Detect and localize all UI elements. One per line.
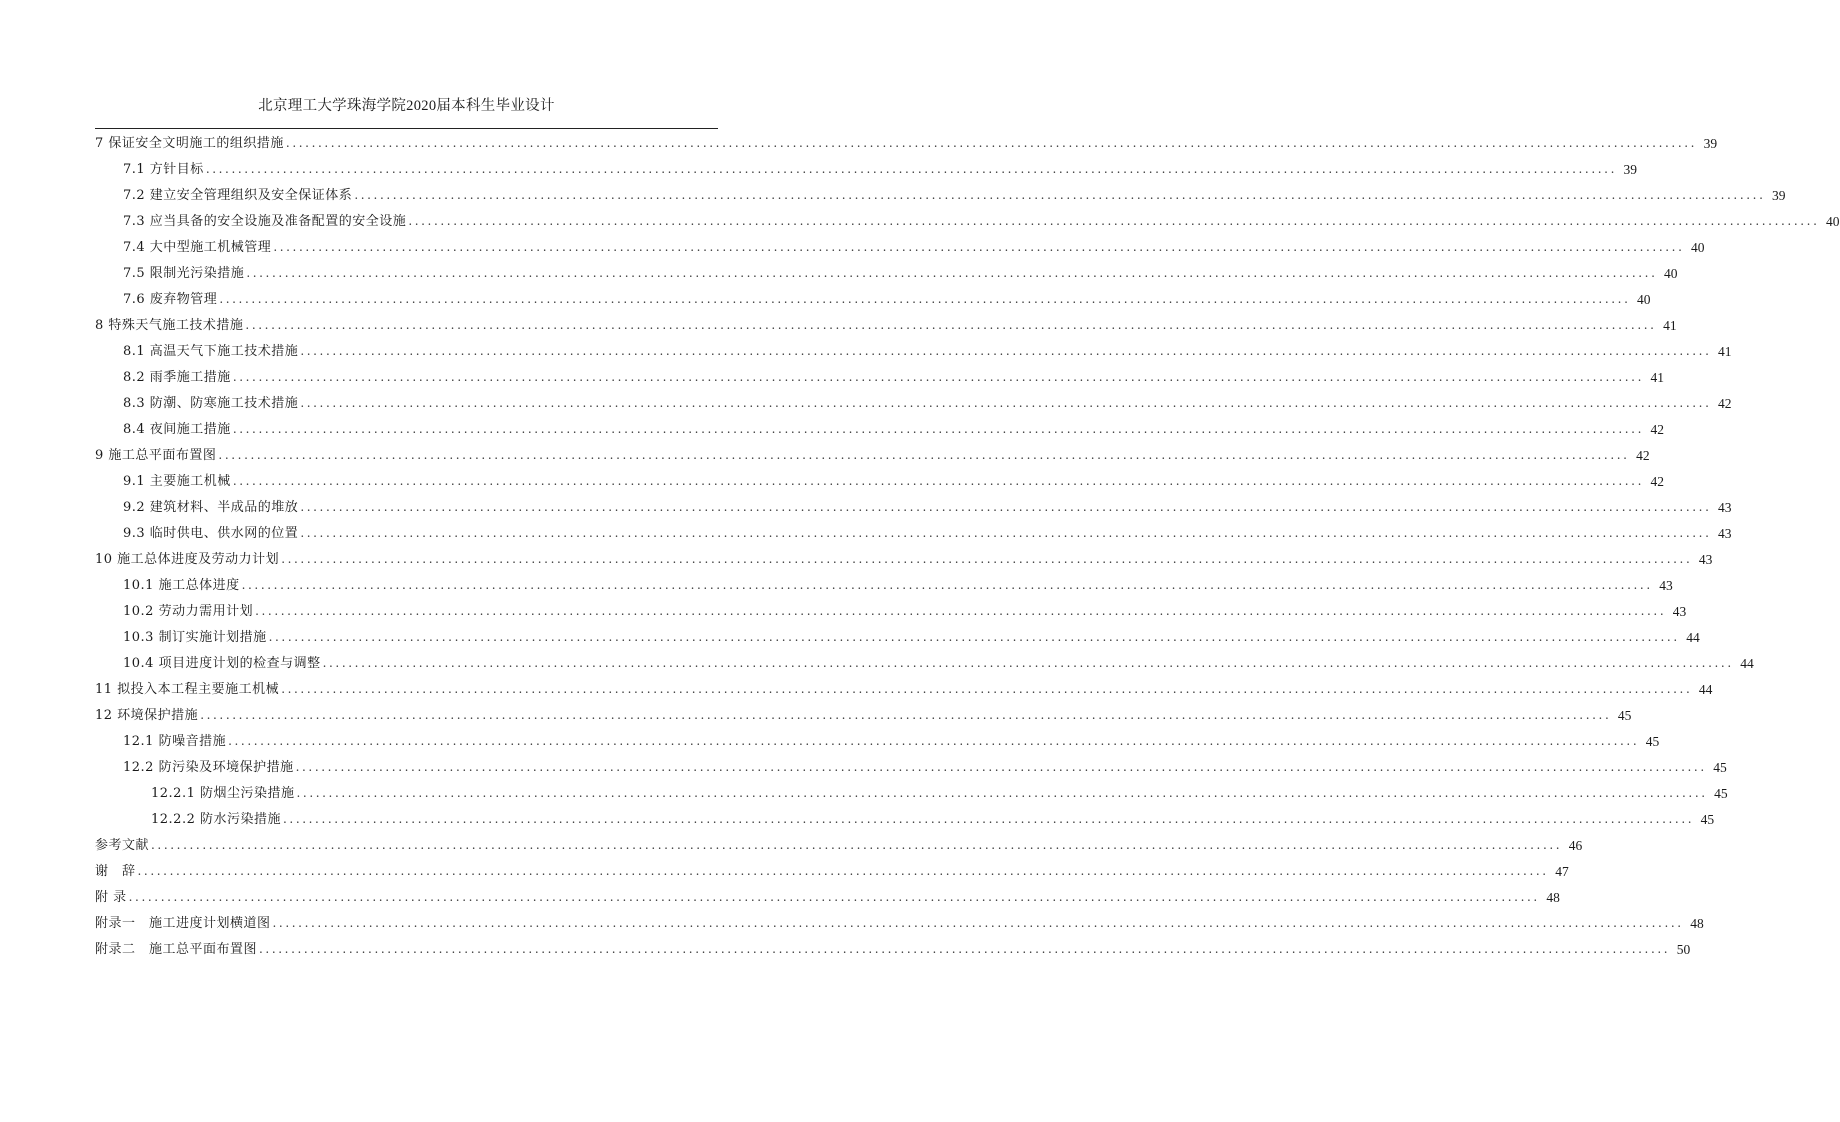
toc-entry-page: 41: [1718, 344, 1732, 359]
toc-entry-label: 附录二 施工总平面布置图: [95, 942, 258, 957]
toc-entry[interactable]: [95, 467, 1664, 493]
toc-entry-label: 12 环境保护措施: [95, 708, 199, 723]
toc-dot-leader: ............................................................................................................................................................................................................................: [241, 578, 1653, 592]
toc-entry[interactable]: [95, 259, 1678, 285]
toc-dot-leader: ............................................................................................................................................................................................................................: [137, 864, 1549, 878]
toc-entry-label: 10 施工总体进度及劳动力计划: [95, 552, 280, 567]
toc-entry-page: 48: [1546, 890, 1560, 905]
toc-dot-leader: ............................................................................................................................................................................................................................: [228, 734, 1640, 748]
toc-dot-leader: ............................................................................................................................................................................................................................: [273, 240, 1685, 254]
toc-entry[interactable]: [95, 727, 1660, 753]
toc-entry-page: 42: [1718, 396, 1732, 411]
toc-entry-label: 9.1 主要施工机械: [123, 474, 231, 489]
toc-entry-page: 45: [1617, 708, 1632, 723]
toc-entry-page: 44: [1698, 682, 1713, 697]
toc-entry-label: 7 保证安全文明施工的组织措施: [95, 136, 284, 151]
toc-entry-page: 41: [1650, 370, 1664, 385]
toc-entry-label: 10.2 劳动力需用计划: [123, 604, 254, 619]
toc-entry-label: 8.1 高温天气下施工技术措施: [123, 344, 299, 359]
toc-entry[interactable]: [95, 285, 1651, 311]
toc-entry[interactable]: [95, 649, 1754, 675]
toc-entry-label: 附录一 施工进度计划横道图: [95, 916, 271, 931]
toc-entry-page: 45: [1700, 812, 1715, 827]
toc-entry-label: 谢 辞: [95, 864, 136, 879]
toc-entry-label: 7.3 应当具备的安全设施及准备配置的安全设施: [123, 214, 407, 229]
toc-entry[interactable]: [95, 571, 1673, 597]
toc-entry-label: 7.2 建立安全管理组织及安全保证体系: [123, 188, 353, 203]
toc-entry-label: 9.2 建筑材料、半成品的堆放: [123, 500, 299, 515]
page-header: 北京理工大学珠海学院2020届本科生毕业设计: [258, 98, 555, 114]
toc-dot-leader: ............................................................................................................................................................................................................................: [354, 188, 1766, 202]
toc-entry-page: 45: [1645, 734, 1660, 749]
table-of-contents: [95, 129, 1840, 961]
toc-entry[interactable]: [95, 935, 1691, 961]
toc-entry[interactable]: [95, 389, 1732, 415]
toc-dot-leader: ............................................................................................................................................................................................................................: [218, 448, 1630, 462]
toc-dot-leader: ............................................................................................................................................................................................................................: [300, 344, 1712, 358]
toc-entry[interactable]: [95, 675, 1713, 701]
toc-entry[interactable]: [95, 493, 1732, 519]
toc-dot-leader: ............................................................................................................................................................................................................................: [151, 838, 1563, 852]
toc-entry-page: 45: [1714, 786, 1728, 801]
toc-entry-label: 10.4 项目进度计划的检查与调整: [123, 656, 321, 671]
toc-dot-leader: ............................................................................................................................................................................................................................: [296, 786, 1708, 800]
toc-dot-leader: ............................................................................................................................................................................................................................: [408, 214, 1820, 228]
toc-entry-label: 10.1 施工总体进度: [123, 578, 240, 593]
toc-dot-leader: ............................................................................................................................................................................................................................: [246, 266, 1658, 280]
toc-dot-leader: ............................................................................................................................................................................................................................: [128, 890, 1540, 904]
toc-entry-page: 44: [1686, 630, 1700, 645]
toc-entry-label: 附 录: [95, 890, 127, 905]
toc-entry-label: 8.3 防潮、防寒施工技术措施: [123, 396, 299, 411]
toc-entry[interactable]: [95, 207, 1840, 233]
toc-dot-leader: ............................................................................................................................................................................................................................: [295, 760, 1707, 774]
toc-entry-page: 40: [1637, 292, 1651, 307]
toc-dot-leader: ............................................................................................................................................................................................................................: [255, 604, 1667, 618]
toc-entry-page: 48: [1690, 916, 1704, 931]
toc-dot-leader: ............................................................................................................................................................................................................................: [232, 474, 1644, 488]
toc-entry[interactable]: [95, 519, 1732, 545]
toc-entry-page: 40: [1826, 214, 1840, 229]
toc-entry-label: 12.1 防噪音措施: [123, 734, 227, 749]
toc-dot-leader: ............................................................................................................................................................................................................................: [300, 526, 1712, 540]
toc-dot-leader: ............................................................................................................................................................................................................................: [300, 500, 1712, 514]
toc-entry-page: 39: [1703, 136, 1718, 151]
toc-entry-label: 9.3 临时供电、供水网的位置: [123, 526, 299, 541]
toc-dot-leader: ............................................................................................................................................................................................................................: [272, 916, 1684, 930]
toc-dot-leader: ............................................................................................................................................................................................................................: [232, 422, 1644, 436]
toc-entry-page: 44: [1740, 656, 1754, 671]
toc-entry[interactable]: [95, 909, 1704, 935]
toc-entry[interactable]: [95, 129, 1718, 155]
toc-entry[interactable]: [95, 415, 1664, 441]
toc-entry[interactable]: [95, 545, 1713, 571]
toc-dot-leader: ............................................................................................................................................................................................................................: [281, 552, 1693, 566]
toc-entry-label: 8.4 夜间施工措施: [123, 422, 231, 437]
toc-dot-leader: ............................................................................................................................................................................................................................: [245, 318, 1657, 332]
toc-entry-page: 39: [1772, 188, 1786, 203]
toc-entry-label: 10.3 制订实施计划措施: [123, 630, 267, 645]
toc-entry[interactable]: [95, 623, 1700, 649]
toc-entry-page: 40: [1691, 240, 1705, 255]
toc-entry-label: 7.5 限制光污染措施: [123, 266, 245, 281]
toc-entry-page: 43: [1718, 500, 1732, 515]
toc-entry[interactable]: [95, 311, 1677, 337]
toc-dot-leader: ............................................................................................................................................................................................................................: [219, 292, 1631, 306]
toc-entry-page: 45: [1713, 760, 1727, 775]
toc-dot-leader: ............................................................................................................................................................................................................................: [205, 162, 1617, 176]
toc-entry[interactable]: [95, 779, 1728, 805]
toc-entry-page: 42: [1650, 422, 1664, 437]
toc-dot-leader: ............................................................................................................................................................................................................................: [200, 708, 1612, 722]
toc-entry-label: 参考文献: [95, 838, 150, 853]
toc-dot-leader: ............................................................................................................................................................................................................................: [268, 630, 1680, 644]
toc-entry-label: 11 拟投入本工程主要施工机械: [95, 682, 280, 697]
toc-entry[interactable]: [95, 883, 1560, 909]
toc-entry[interactable]: [95, 233, 1705, 259]
toc-entry[interactable]: [95, 857, 1569, 883]
toc-entry[interactable]: [95, 155, 1637, 181]
toc-entry-page: 39: [1623, 162, 1637, 177]
toc-entry-page: 46: [1568, 838, 1583, 853]
toc-entry-label: 7.4 大中型施工机械管理: [123, 240, 272, 255]
toc-entry-page: 50: [1676, 942, 1691, 957]
toc-entry-label: 8.2 雨季施工措施: [123, 370, 231, 385]
toc-entry-page: 42: [1650, 474, 1664, 489]
toc-entry[interactable]: [95, 805, 1715, 831]
toc-dot-leader: ............................................................................................................................................................................................................................: [259, 942, 1671, 956]
toc-entry[interactable]: [95, 597, 1687, 623]
toc-entry[interactable]: [95, 441, 1650, 467]
toc-entry-label: 7.1 方针目标: [123, 162, 204, 177]
toc-entry-label: 7.6 废弃物管理: [123, 292, 218, 307]
toc-entry[interactable]: [95, 753, 1727, 779]
toc-entry-label: 12.2.1 防烟尘污染措施: [151, 786, 295, 801]
toc-entry-label: 9 施工总平面布置图: [95, 448, 217, 463]
toc-entry[interactable]: [95, 831, 1583, 857]
toc-entry[interactable]: [95, 363, 1664, 389]
toc-entry[interactable]: [95, 701, 1632, 727]
toc-dot-leader: ............................................................................................................................................................................................................................: [281, 682, 1693, 696]
toc-entry-page: 42: [1636, 448, 1650, 463]
toc-dot-leader: ............................................................................................................................................................................................................................: [232, 370, 1644, 384]
toc-entry-label: 8 特殊天气施工技术措施: [95, 318, 244, 333]
toc-entry-label: 12.2.2 防水污染措施: [151, 812, 281, 827]
toc-entry-page: 40: [1664, 266, 1678, 281]
toc-dot-leader: ............................................................................................................................................................................................................................: [300, 396, 1712, 410]
toc-entry-page: 47: [1555, 864, 1569, 879]
toc-entry-page: 43: [1672, 604, 1687, 619]
toc-entry[interactable]: [95, 337, 1732, 363]
toc-entry-page: 43: [1718, 526, 1732, 541]
toc-entry-page: 41: [1663, 318, 1677, 333]
toc-dot-leader: ............................................................................................................................................................................................................................: [282, 812, 1695, 826]
toc-entry-label: 12.2 防污染及环境保护措施: [123, 760, 294, 775]
toc-entry-page: 43: [1698, 552, 1713, 567]
toc-entry-page: 43: [1659, 578, 1673, 593]
toc-dot-leader: ............................................................................................................................................................................................................................: [285, 136, 1698, 150]
toc-dot-leader: ............................................................................................................................................................................................................................: [322, 656, 1734, 670]
toc-entry[interactable]: [95, 181, 1786, 207]
